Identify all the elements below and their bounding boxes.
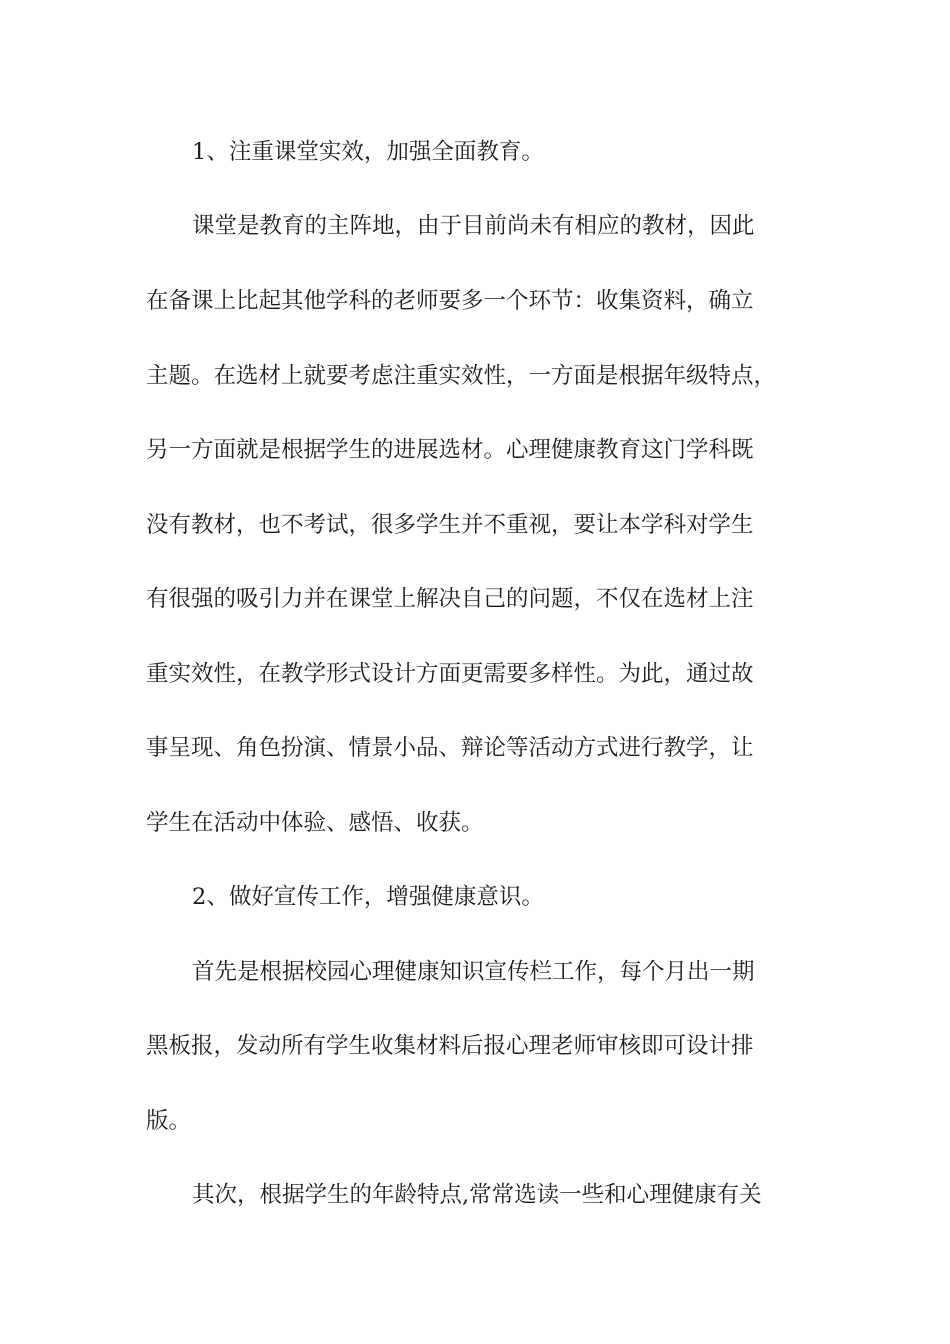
paragraph-3-line-1: 其次，根据学生的年龄特点,常常选读一些和心理健康有关 xyxy=(192,1182,762,1208)
paragraph-1-line-8: 事呈现、角色扮演、情景小品、辩论等活动方式进行教学，让 xyxy=(146,735,754,761)
paragraph-1-line-9: 学生在活动中体验、感悟、收获。 xyxy=(146,810,484,836)
paragraph-2-line-1: 首先是根据校园心理健康知识宣传栏工作，每个月出一期 xyxy=(192,959,755,985)
paragraph-1-line-5: 没有教材，也不考试，很多学生并不重视，要让本学科对学生 xyxy=(146,512,754,538)
paragraph-1-line-2: 在备课上比起其他学科的老师要多一个环节：收集资料，确立 xyxy=(146,288,754,314)
section-heading-2: 2、做好宣传工作，增强健康意识。 xyxy=(192,884,544,910)
section-heading-1: 1、注重课堂实效，加强全面教育。 xyxy=(192,139,544,165)
paragraph-1-line-1: 课堂是教育的主阵地，由于目前尚未有相应的教材，因此 xyxy=(192,213,755,239)
paragraph-2-line-3: 版。 xyxy=(146,1108,192,1134)
paragraph-2-line-2: 黑板报，发动所有学生收集材料后报心理老师审核即可设计排 xyxy=(146,1033,754,1059)
paragraph-1-line-7: 重实效性，在教学形式设计方面更需要多样性。为此，通过故 xyxy=(146,661,754,687)
paragraph-1-line-4: 另一方面就是根据学生的进展选材。心理健康教育这门学科既 xyxy=(146,437,754,463)
paragraph-1-line-6: 有很强的吸引力并在课堂上解决自己的问题，不仅在选材上注 xyxy=(146,586,754,612)
paragraph-1-line-3: 主题。在选材上就要考虑注重实效性，一方面是根据年级特点， xyxy=(146,363,777,389)
